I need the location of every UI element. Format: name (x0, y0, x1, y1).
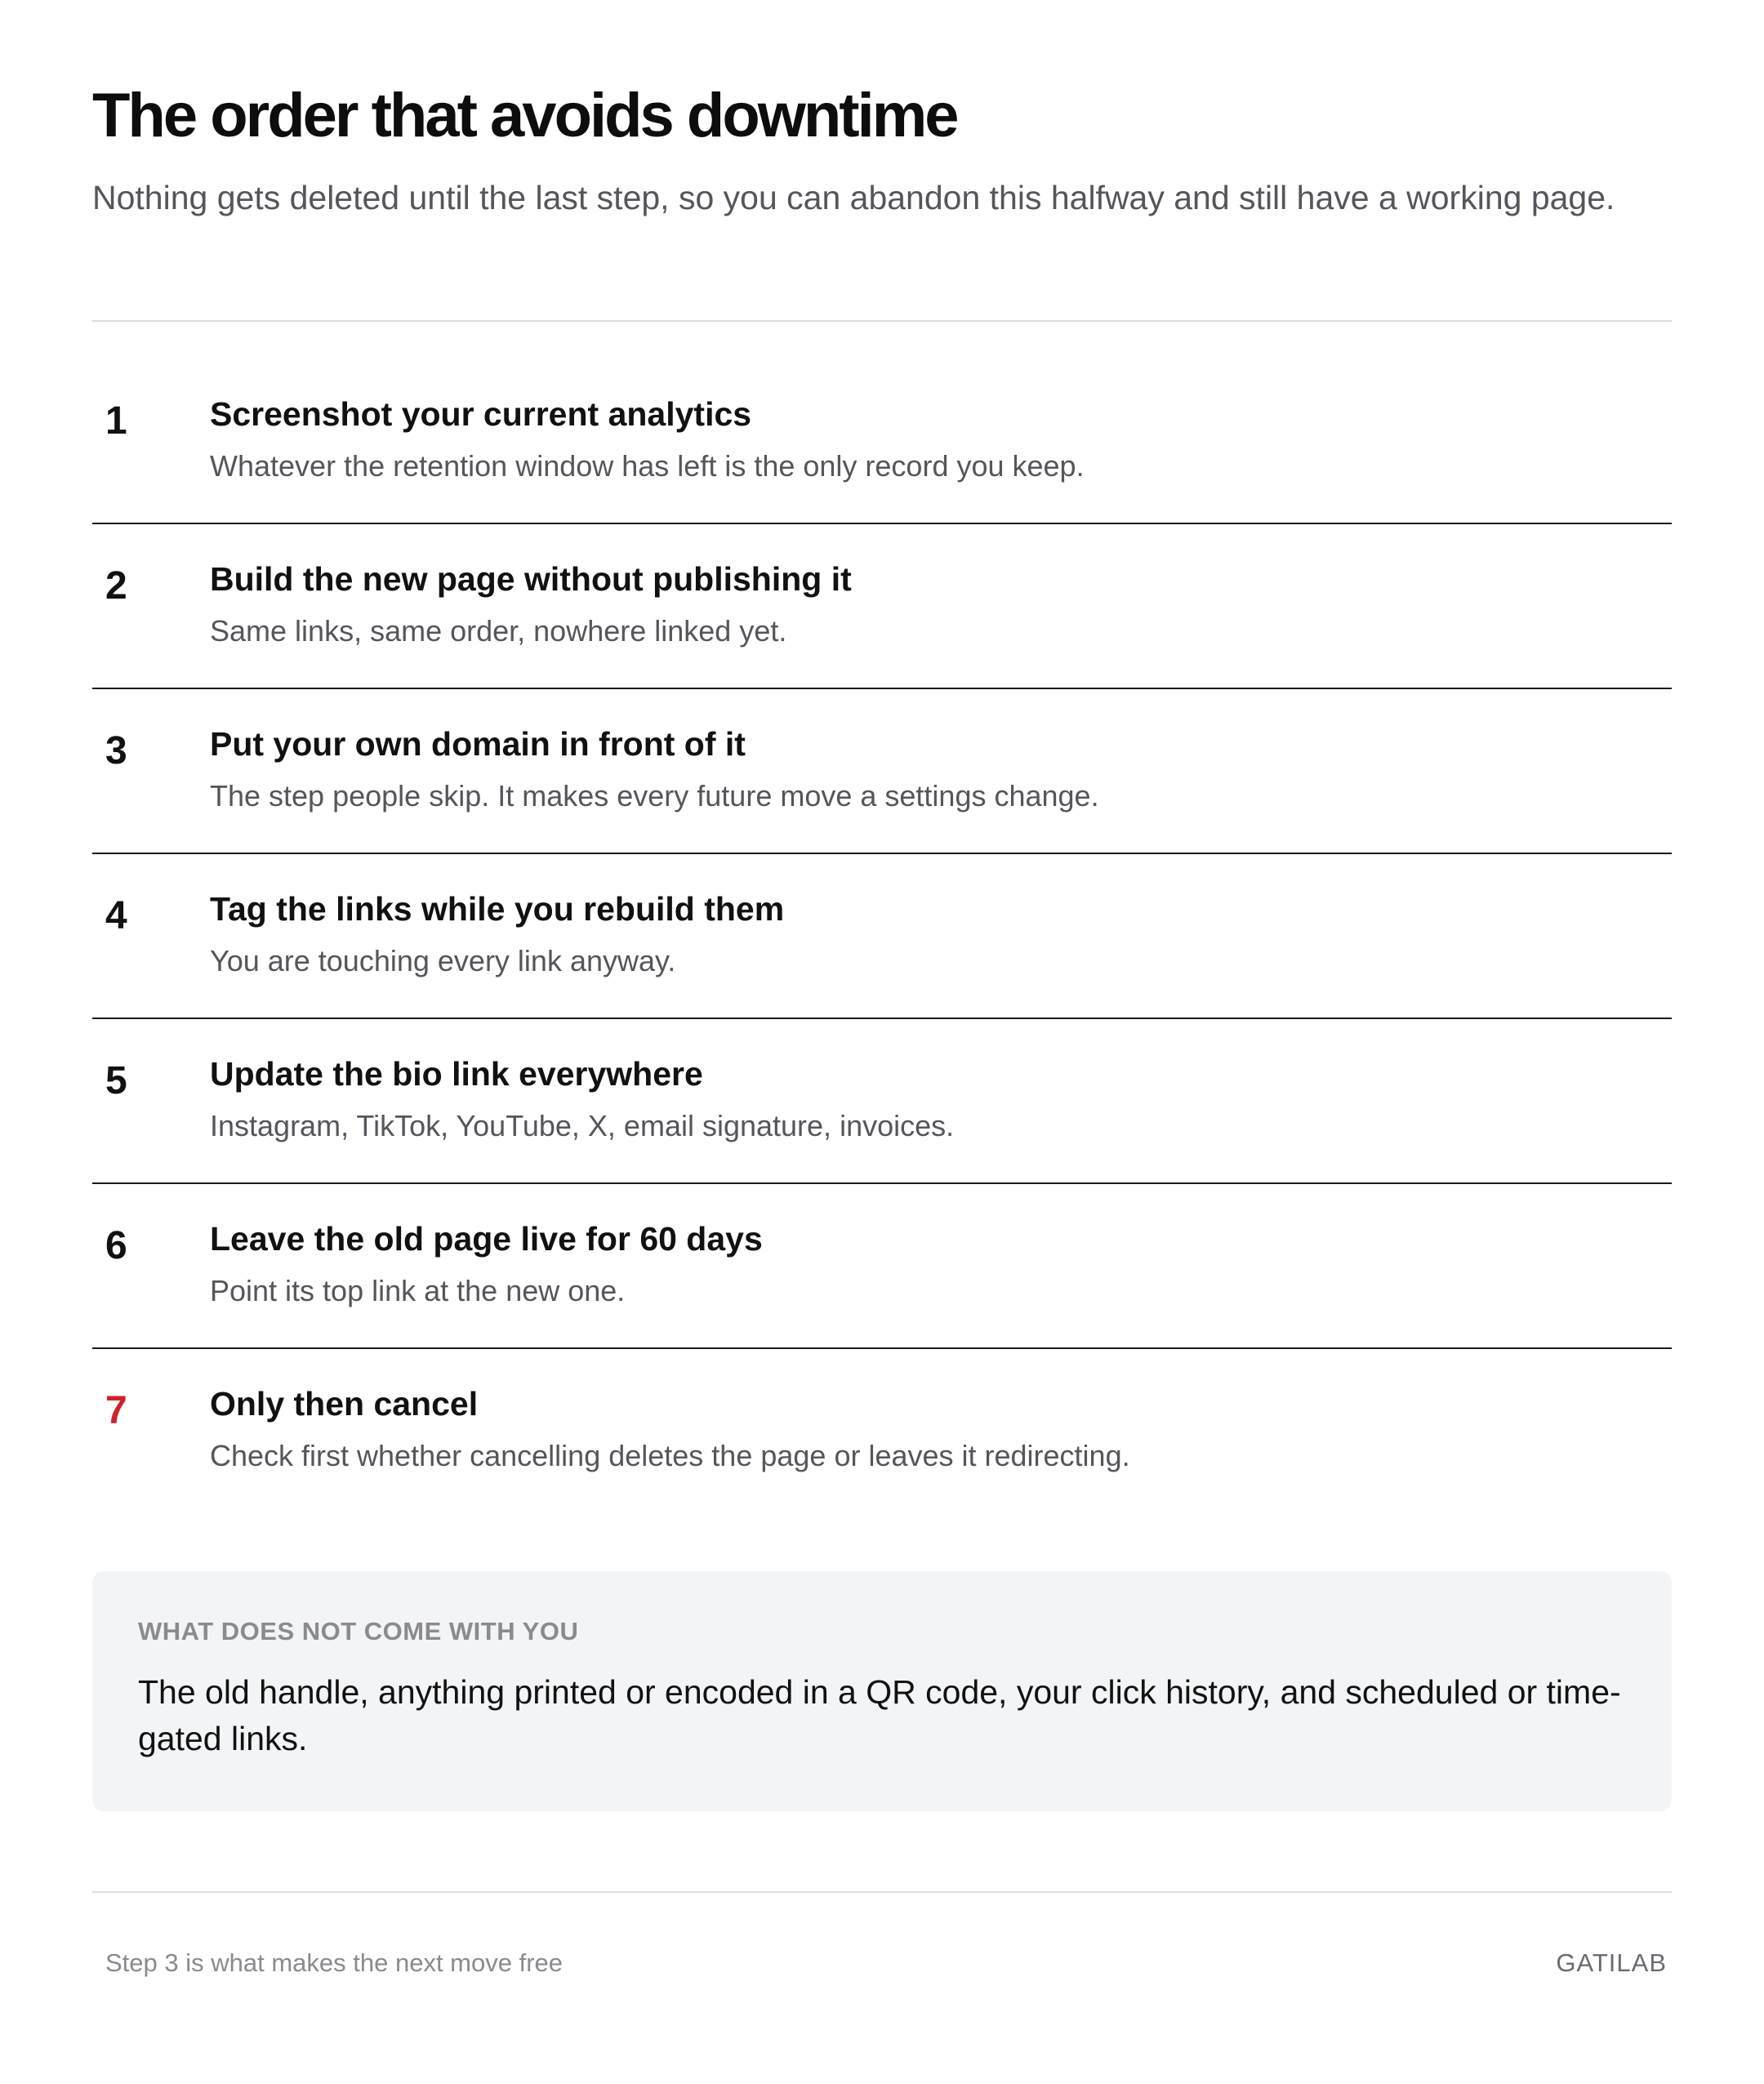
info-callout (92, 1571, 1672, 1811)
step-description: Whatever the retention window has left is the only record you keep. (210, 449, 1085, 483)
step-item (92, 689, 1672, 854)
callout-text: The old handle, anything printed or encoded in a QR code, your click history, and scheduled or time-gated links. (138, 1673, 1621, 1757)
step-description: You are touching every link anyway. (210, 944, 676, 977)
step-item-final (92, 1349, 1672, 1514)
bottom-divider (92, 1891, 1672, 1893)
callout-label: WHAT DOES NOT COME WITH YOU (138, 1617, 579, 1645)
page-subtitle: Nothing gets deleted until the last step, so you can abandon this halfway and still have a working page. (92, 179, 1615, 216)
step-description: Same links, same order, nowhere linked yet. (210, 614, 787, 648)
step-number-highlighted: 7 (105, 1389, 127, 1432)
step-number: 5 (105, 1059, 127, 1102)
step-description: Instagram, TikTok, YouTube, X, email signature, invoices. (210, 1109, 955, 1142)
step-title: Update the bio link everywhere (210, 1055, 703, 1093)
steps-list (92, 359, 1672, 1514)
step-item (92, 359, 1672, 524)
step-item (92, 1019, 1672, 1184)
step-number: 1 (105, 399, 127, 443)
footer-caption: Step 3 is what makes the next move free (105, 1948, 563, 1977)
step-title: Tag the links while you rebuild them (210, 890, 785, 928)
step-number: 2 (105, 564, 127, 608)
step-title: Screenshot your current analytics (210, 395, 752, 433)
step-description: The step people skip. It makes every future move a settings change. (210, 779, 1099, 813)
step-description: Check first whether cancelling deletes the page or leaves it redirecting. (210, 1439, 1130, 1472)
step-number: 4 (105, 894, 127, 937)
step-title: Only then cancel (210, 1385, 479, 1423)
step-title: Leave the old page live for 60 days (210, 1220, 763, 1258)
top-divider (92, 320, 1672, 322)
step-title: Put your own domain in front of it (210, 725, 746, 763)
step-number: 6 (105, 1224, 127, 1267)
step-number: 3 (105, 729, 127, 773)
step-item (92, 1184, 1672, 1349)
page-title: The order that avoids downtime (92, 81, 957, 150)
footer-brand: GATILAB (1556, 1948, 1667, 1977)
step-description: Point its top link at the new one. (210, 1274, 626, 1307)
step-title: Build the new page without publishing it (210, 560, 852, 598)
step-item (92, 854, 1672, 1019)
step-item (92, 524, 1672, 689)
